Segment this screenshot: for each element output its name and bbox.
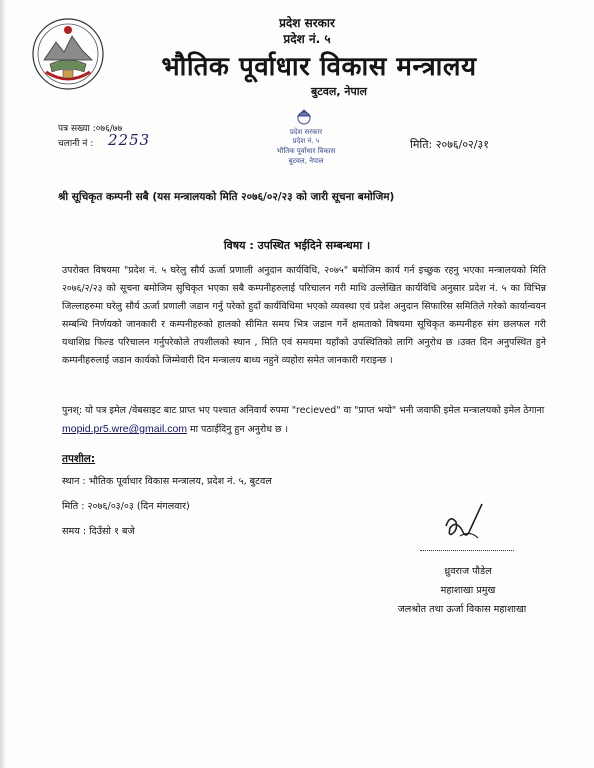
office-stamp <box>262 108 350 172</box>
email-link[interactable]: mopid.pr5.wre@gmail.com <box>62 423 188 435</box>
patra-sankhya: पत्र सख्या :०७६/७७ <box>58 124 123 134</box>
ps-text-before: पुनश्: यो पत्र इमेल /वेबसाइट बाट प्राप्त भए पश्चात अनिवार्य रुपमा "recieved" वा "प्राप्त भयो" भनी जवाफी इमेल मन्त्रालयको इमेल ठेगाना <box>62 405 545 416</box>
details-date: मिति : २०७६/०३/०३ (दिन मंगलवार) <box>62 501 190 512</box>
details-heading: तपशील: <box>62 453 96 465</box>
scan-edge <box>0 0 6 768</box>
signature-line <box>420 550 514 551</box>
location-line: बुटवल, नेपाल <box>310 85 368 98</box>
signatory-division: जलश्रोत तथा ऊर्जा विकास महाशाखा <box>397 604 527 615</box>
ps-text-after: मा पठाईदिनु हुन अनुरोध छ । <box>190 424 289 435</box>
ministry-title: भौतिक पूर्वाधार विकास मन्त्रालय <box>161 52 477 82</box>
chalani-number: 2253 <box>108 131 151 149</box>
details-time: समय : दिउँसो १ बजे <box>62 526 135 537</box>
signature-image <box>436 500 496 548</box>
subject-line: विषय : उपस्थित भईदिने सम्बन्धमा । <box>223 239 371 252</box>
details-place: स्थान : भौतिक पूर्वाधार विकास मन्त्रालय, प्रदेश नं. ५, बुटवल <box>62 476 272 487</box>
addressee: श्री सूचिकृत कम्पनी सबै (यस मन्त्रालयको मिति २०७६/०२/२३ को जारी सूचना बमोजिम) <box>58 191 395 203</box>
stamp-line-4: बुटवल, नेपाल <box>288 157 324 165</box>
postscript <box>62 402 546 439</box>
stamp-line-1: प्रदेश सरकार <box>289 128 323 136</box>
province-line: प्रदेश नं. ५ <box>283 32 331 46</box>
stamp-line-2: प्रदेश नं. ५ <box>292 137 320 145</box>
letter-date: मिति: २०७६/०२/३१ <box>410 138 489 151</box>
signatory-title: महाशाखा प्रमुख <box>440 585 496 596</box>
stamp-line-3: भौतिक पूर्वाधार विकास <box>276 147 336 155</box>
body-paragraph: उपरोक्त विषयमा "प्रदेश नं. ५ घरेलु सौर्य ऊर्जा प्रणाली अनुदान कार्यविधि, २०७५" बमोजिम कार्य गर्न इच्छुक रहनु भएका मन्त्रालयको मिति २०७६/२/२३ को सूचना बमोजिम सुचिकृत भएका सबै कम्पनीहरुलाई परिचालन गरी माथि उल्लेखित कार्यविधि अनुसार प्रदेश नं. ५ का विभिन्न जिल्लाहरुमा घरेलु सौर्य ऊर्जा प्रणाली जडान गर्नु परेको हुदाँ कार्यविधिमा भएको व्यवस्था एवं प्रदेश अनुदान सिफारिस समितिले गरेको कार्यान्वयन सम्बन्धि निर्णयको जानकारी र कम्पनीहरुको हालको सीमित समय भित्र जडान गर्ने क्षमताको विषयमा सूचिकृत कम्पनीहरु संग छलफल गरी यथाशिघ्र फिल्ड परिचालन गर्नुपरेकोले तपशीलको स्थान , मिति एवं समयमा यहाँको उपस्थितिको लागि अनुरोध छ ।उक्त दिन अनुपस्थित हुने कम्पनीहरुलाई जडान कार्यको जिम्मेवारी दिन मन्त्रालय बाध्य नहुने व्यहोरा समेत जानकारी गराइन्छ । <box>62 265 546 366</box>
signatory-name: ध्रुवराज पौडेल <box>444 566 492 577</box>
chalani-label: चलानी नं : <box>58 139 94 149</box>
gov-line: प्रदेश सरकार <box>279 16 335 30</box>
